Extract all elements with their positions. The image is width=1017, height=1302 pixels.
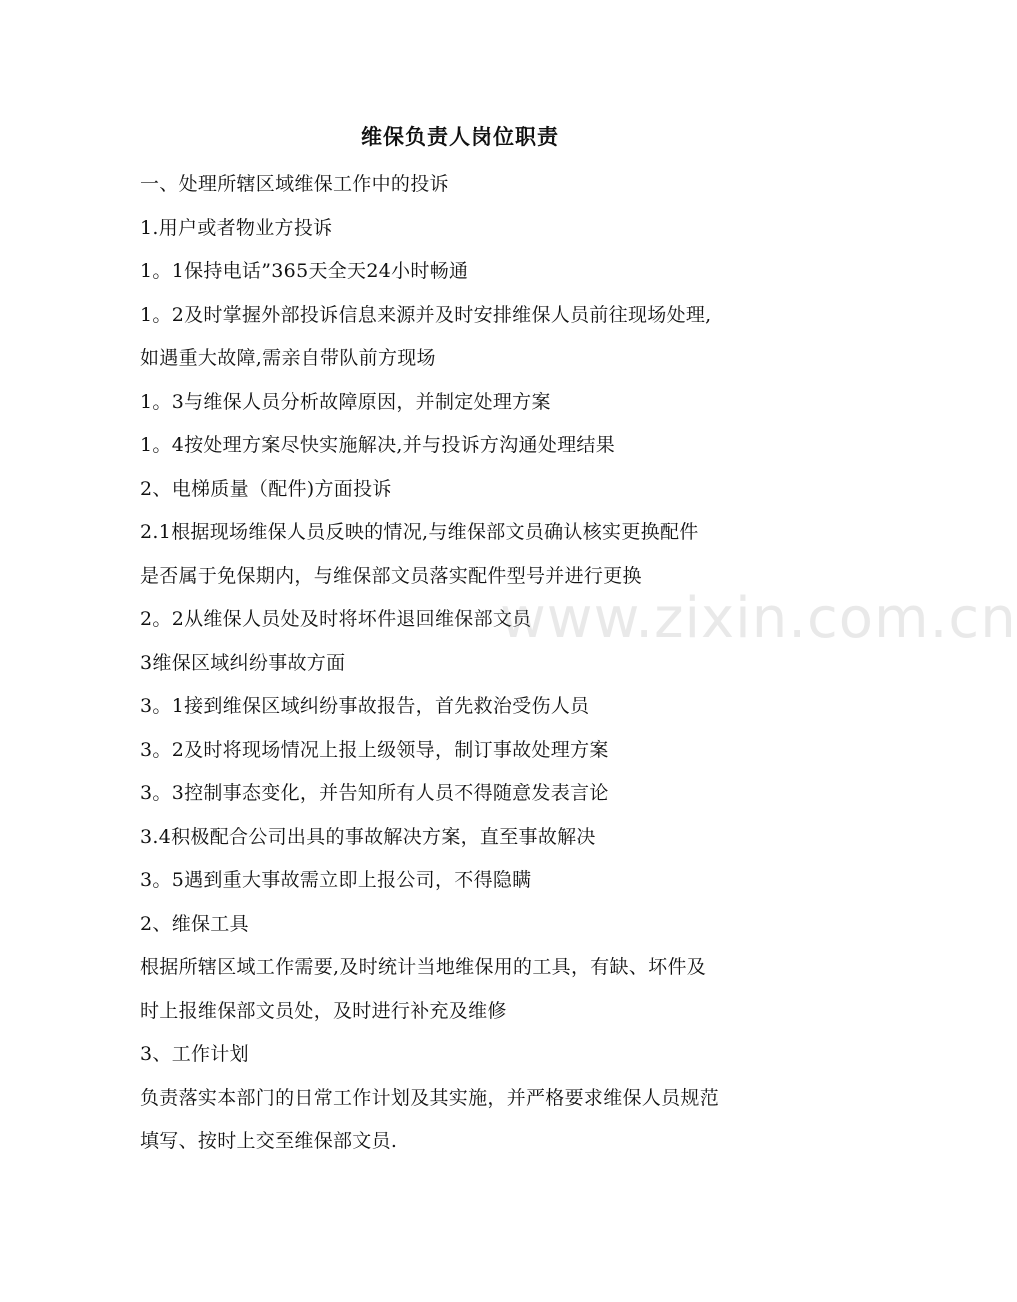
paragraph-line: 是否属于免保期内，与维保部文员落实配件型号并进行更换 [140, 564, 642, 587]
paragraph-line: 3。2及时将现场情况上报上级领导，制订事故处理方案 [140, 738, 609, 761]
paragraph-line: 根据所辖区域工作需要,及时统计当地维保用的工具，有缺、坏件及 [140, 956, 707, 978]
document-body [140, 170, 800, 1171]
subsection-heading: 3维保区域纠纷事故方面 [140, 651, 346, 674]
document-title: 维保负责人岗位职责 [361, 124, 559, 149]
watermark: www.zixin.com.cn [500, 586, 1017, 651]
subsection-heading: 1.用户或者物业方投诉 [140, 216, 333, 239]
paragraph-line: 填写、按时上交至维保部文员. [140, 1130, 398, 1152]
paragraph-line: 时上报维保部文员处，及时进行补充及维修 [140, 999, 507, 1022]
subsection-heading: 2、电梯质量（配件)方面投诉 [140, 477, 392, 500]
paragraph-line: 3。1接到维保区域纠纷事故报告，首先救治受伤人员 [140, 695, 590, 717]
paragraph-line: 1。2及时掌握外部投诉信息来源并及时安排维保人员前往现场处理, [140, 303, 712, 326]
paragraph-line: 如遇重大故障,需亲自带队前方现场 [140, 347, 436, 369]
paragraph-line: 3。3控制事态变化，并告知所有人员不得随意发表言论 [140, 782, 609, 804]
paragraph-line: 3.4积极配合公司出具的事故解决方案，直至事故解决 [140, 825, 596, 848]
section-heading-complaints: 一、处理所辖区域维保工作中的投诉 [140, 173, 449, 195]
section-heading-work-plan: 3、工作计划 [140, 1043, 249, 1065]
paragraph-line: 负责落实本部门的日常工作计划及其实施，并严格要求维保人员规范 [140, 1086, 720, 1109]
paragraph-line: 1。4按处理方案尽快实施解决,并与投诉方沟通处理结果 [140, 434, 616, 456]
paragraph-line: 3。5遇到重大事故需立即上报公司，不得隐瞒 [140, 869, 532, 891]
section-heading-tools: 2、维保工具 [140, 912, 249, 935]
paragraph-line: 2。2从维保人员处及时将坏件退回维保部文员 [140, 608, 532, 630]
paragraph-line: 1。3与维保人员分析故障原因，并制定处理方案 [140, 390, 551, 413]
paragraph-line: 2.1根据现场维保人员反映的情况,与维保部文员确认核实更换配件 [140, 521, 699, 543]
paragraph-line: 1。1保持电话”365天全天24小时畅通 [140, 260, 469, 282]
